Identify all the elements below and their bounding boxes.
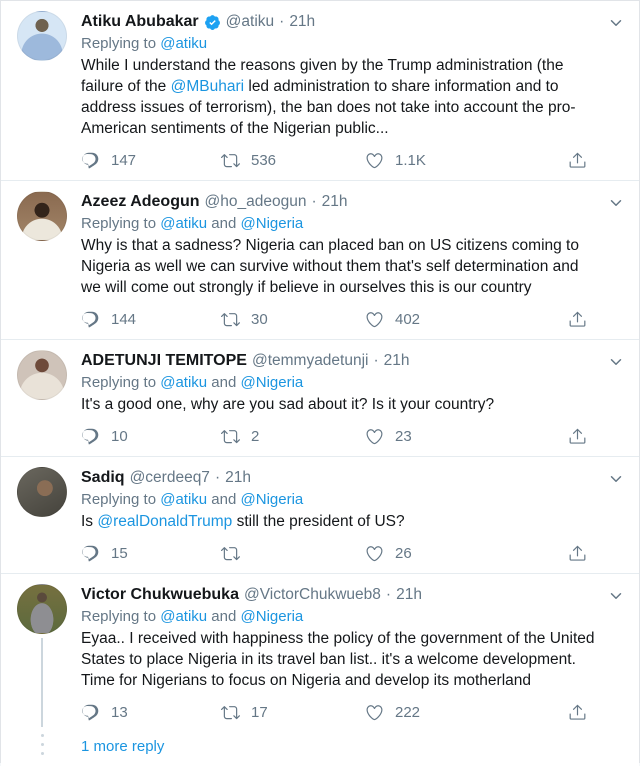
tweet-card[interactable] bbox=[1, 573, 639, 766]
reply-count: 144 bbox=[111, 310, 137, 328]
retweet-button[interactable] bbox=[221, 544, 365, 563]
tweet-card[interactable] bbox=[1, 180, 639, 339]
avatar[interactable] bbox=[17, 584, 67, 634]
reply-button[interactable] bbox=[81, 310, 221, 329]
meta-dot: · bbox=[311, 193, 317, 210]
avatar[interactable] bbox=[17, 11, 67, 61]
like-count: 1.1K bbox=[395, 151, 426, 169]
text-segment: While I understand the reasons given by the Trump administration (the failure of the bbox=[81, 57, 564, 95]
tweet-content bbox=[81, 467, 623, 564]
thread-dots bbox=[41, 734, 44, 757]
tweet-actions bbox=[81, 701, 599, 723]
tweet-card[interactable] bbox=[1, 339, 639, 456]
replying-to bbox=[81, 372, 599, 393]
share-icon bbox=[568, 427, 587, 446]
timestamp[interactable]: 21h bbox=[321, 193, 348, 210]
timestamp[interactable]: 21h bbox=[225, 469, 251, 486]
chevron-down-icon[interactable] bbox=[607, 353, 625, 371]
handle[interactable]: @temmyadetunji bbox=[251, 352, 369, 369]
display-name[interactable]: Victor Chukwuebuka bbox=[81, 586, 239, 603]
retweet-icon bbox=[221, 151, 240, 170]
share-icon bbox=[568, 310, 587, 329]
text-segment: and bbox=[207, 374, 241, 391]
text-segment: Replying to bbox=[81, 35, 161, 52]
avatar-column bbox=[17, 11, 67, 171]
replying-to bbox=[81, 213, 599, 234]
like-count: 23 bbox=[395, 427, 412, 445]
share-button[interactable] bbox=[568, 544, 587, 563]
text-segment: led administration to share information and to address issues of terrorism), the ban does not take into account the pro-American sentiments of the Nigerian public... bbox=[81, 78, 576, 137]
tweet-header bbox=[81, 584, 599, 606]
tweet-header bbox=[81, 11, 599, 33]
handle[interactable]: @VictorChukwueb8 bbox=[243, 586, 381, 603]
display-name[interactable]: Sadiq bbox=[81, 469, 125, 486]
text-segment: Replying to bbox=[81, 374, 161, 391]
replying-to bbox=[81, 489, 599, 510]
reply-button[interactable] bbox=[81, 544, 221, 563]
meta-dot: · bbox=[373, 352, 379, 369]
text-segment: Replying to bbox=[81, 608, 161, 625]
timestamp[interactable]: 21h bbox=[383, 352, 410, 369]
heart-icon bbox=[365, 310, 384, 329]
avatar[interactable] bbox=[17, 467, 67, 517]
thread-connector-line bbox=[41, 638, 43, 727]
reply-button[interactable] bbox=[81, 427, 221, 446]
like-button[interactable] bbox=[365, 310, 515, 329]
chevron-down-icon[interactable] bbox=[607, 194, 625, 212]
chevron-down-icon[interactable] bbox=[607, 587, 625, 605]
reply-count: 15 bbox=[111, 544, 128, 562]
avatar[interactable] bbox=[17, 191, 67, 241]
like-count: 402 bbox=[395, 310, 421, 328]
avatar-column bbox=[17, 584, 67, 757]
share-button[interactable] bbox=[568, 427, 587, 446]
avatar-column bbox=[17, 350, 67, 447]
mention-link[interactable]: @Nigeria bbox=[240, 374, 304, 391]
tweet-header bbox=[81, 467, 599, 489]
reply-count: 147 bbox=[111, 151, 137, 169]
text-segment: Eyaa.. I received with happiness the policy of the government of the United States to place Nigeria in its travel ban list.. it's a welcome development. Time for Nigerians to focus on Nigeria and develop its motherland bbox=[81, 630, 595, 689]
mention-link[interactable]: @Nigeria bbox=[240, 608, 304, 625]
reply-icon bbox=[81, 544, 100, 563]
reply-icon bbox=[81, 151, 100, 170]
like-button[interactable] bbox=[365, 151, 515, 170]
replying-to bbox=[81, 33, 599, 54]
retweet-count: 17 bbox=[251, 703, 268, 721]
replying-to bbox=[81, 606, 599, 627]
share-button[interactable] bbox=[568, 151, 587, 170]
share-button[interactable] bbox=[568, 310, 587, 329]
reply-count: 13 bbox=[111, 703, 128, 721]
retweet-icon bbox=[221, 703, 240, 722]
text-segment: Replying to bbox=[81, 215, 161, 232]
retweet-button[interactable] bbox=[221, 151, 365, 170]
retweet-icon bbox=[221, 427, 240, 446]
tweet-text bbox=[81, 394, 599, 415]
avatar[interactable] bbox=[17, 350, 67, 400]
heart-icon bbox=[365, 703, 384, 722]
chevron-down-icon[interactable] bbox=[607, 14, 625, 32]
display-name[interactable]: ADETUNJI TEMITOPE bbox=[81, 352, 247, 369]
tweet-card[interactable] bbox=[1, 456, 639, 573]
more-reply-link[interactable]: 1 more reply bbox=[81, 738, 165, 755]
heart-icon bbox=[365, 544, 384, 563]
timestamp[interactable]: 21h bbox=[396, 586, 422, 603]
tweet-text bbox=[81, 235, 599, 298]
text-segment: Replying to bbox=[81, 491, 161, 508]
mention-link[interactable]: @atiku bbox=[160, 608, 208, 625]
handle[interactable]: @ho_adeogun bbox=[204, 193, 307, 210]
heart-icon bbox=[365, 151, 384, 170]
text-segment: and bbox=[207, 215, 241, 232]
tweet-content bbox=[81, 191, 623, 330]
like-count: 26 bbox=[395, 544, 412, 562]
reply-icon bbox=[81, 310, 100, 329]
retweet-icon bbox=[221, 544, 240, 563]
tweet-actions bbox=[81, 425, 599, 447]
mention-link[interactable]: @atiku bbox=[160, 35, 208, 52]
mention-link[interactable]: @atiku bbox=[160, 374, 208, 391]
like-button[interactable] bbox=[365, 703, 515, 722]
handle[interactable]: @cerdeeq7 bbox=[129, 469, 210, 486]
mention-link[interactable]: @Nigeria bbox=[240, 491, 304, 508]
reply-icon bbox=[81, 703, 100, 722]
tweet-actions bbox=[81, 308, 599, 330]
verified-badge-icon bbox=[204, 14, 221, 31]
display-name[interactable]: Azeez Adeogun bbox=[81, 193, 200, 210]
retweet-button[interactable] bbox=[221, 703, 365, 722]
text-segment: and bbox=[207, 608, 241, 625]
like-count: 222 bbox=[395, 703, 421, 721]
tweet-content bbox=[81, 11, 623, 171]
retweet-count: 30 bbox=[251, 310, 268, 328]
tweet-text bbox=[81, 55, 599, 139]
tweet-text bbox=[81, 628, 599, 691]
tweet-content bbox=[81, 584, 623, 757]
retweet-count: 2 bbox=[251, 427, 260, 445]
tweet-actions bbox=[81, 542, 599, 564]
retweet-button[interactable] bbox=[221, 427, 365, 446]
tweet-actions bbox=[81, 149, 599, 171]
chevron-down-icon[interactable] bbox=[607, 470, 625, 488]
display-name[interactable]: Atiku Abubakar bbox=[81, 13, 199, 30]
share-icon bbox=[568, 703, 587, 722]
meta-dot: · bbox=[214, 469, 221, 486]
reply-count: 10 bbox=[111, 427, 128, 445]
heart-icon bbox=[365, 427, 384, 446]
reply-button[interactable] bbox=[81, 151, 221, 170]
reply-icon bbox=[81, 427, 100, 446]
retweet-button[interactable] bbox=[221, 310, 365, 329]
text-segment: still the president of US? bbox=[232, 513, 405, 530]
retweet-count: 536 bbox=[251, 151, 277, 169]
mention-link[interactable]: @Nigeria bbox=[240, 215, 304, 232]
share-button[interactable] bbox=[568, 703, 587, 722]
share-icon bbox=[568, 544, 587, 563]
mention-link[interactable]: @atiku bbox=[160, 215, 208, 232]
tweet-card[interactable] bbox=[1, 1, 639, 180]
handle[interactable]: @atiku bbox=[225, 13, 275, 30]
avatar-column bbox=[17, 191, 67, 330]
meta-dot: · bbox=[385, 586, 392, 603]
tweet-header bbox=[81, 191, 599, 213]
like-button[interactable] bbox=[365, 544, 515, 563]
timestamp[interactable]: 21h bbox=[289, 13, 316, 30]
text-segment: Why is that a sadness? Nigeria can placed ban on US citizens coming to Nigeria as well we can survive without them that's self determination and we will come out strongly if believe in ourselves this is our country bbox=[81, 237, 579, 296]
meta-dot: · bbox=[279, 13, 285, 30]
like-button[interactable] bbox=[365, 427, 515, 446]
reply-button[interactable] bbox=[81, 703, 221, 722]
text-segment: and bbox=[207, 491, 241, 508]
tweet-content bbox=[81, 350, 623, 447]
mention-link[interactable]: @MBuhari bbox=[170, 78, 245, 95]
text-segment: Is bbox=[81, 513, 98, 530]
avatar-column bbox=[17, 467, 67, 564]
tweet-text bbox=[81, 511, 599, 532]
tweet-header bbox=[81, 350, 599, 372]
share-icon bbox=[568, 151, 587, 170]
mention-link[interactable]: @atiku bbox=[160, 491, 208, 508]
text-segment: It's a good one, why are you sad about it? Is it your country? bbox=[81, 396, 495, 413]
mention-link[interactable]: @realDonaldTrump bbox=[97, 513, 233, 530]
retweet-icon bbox=[221, 310, 240, 329]
